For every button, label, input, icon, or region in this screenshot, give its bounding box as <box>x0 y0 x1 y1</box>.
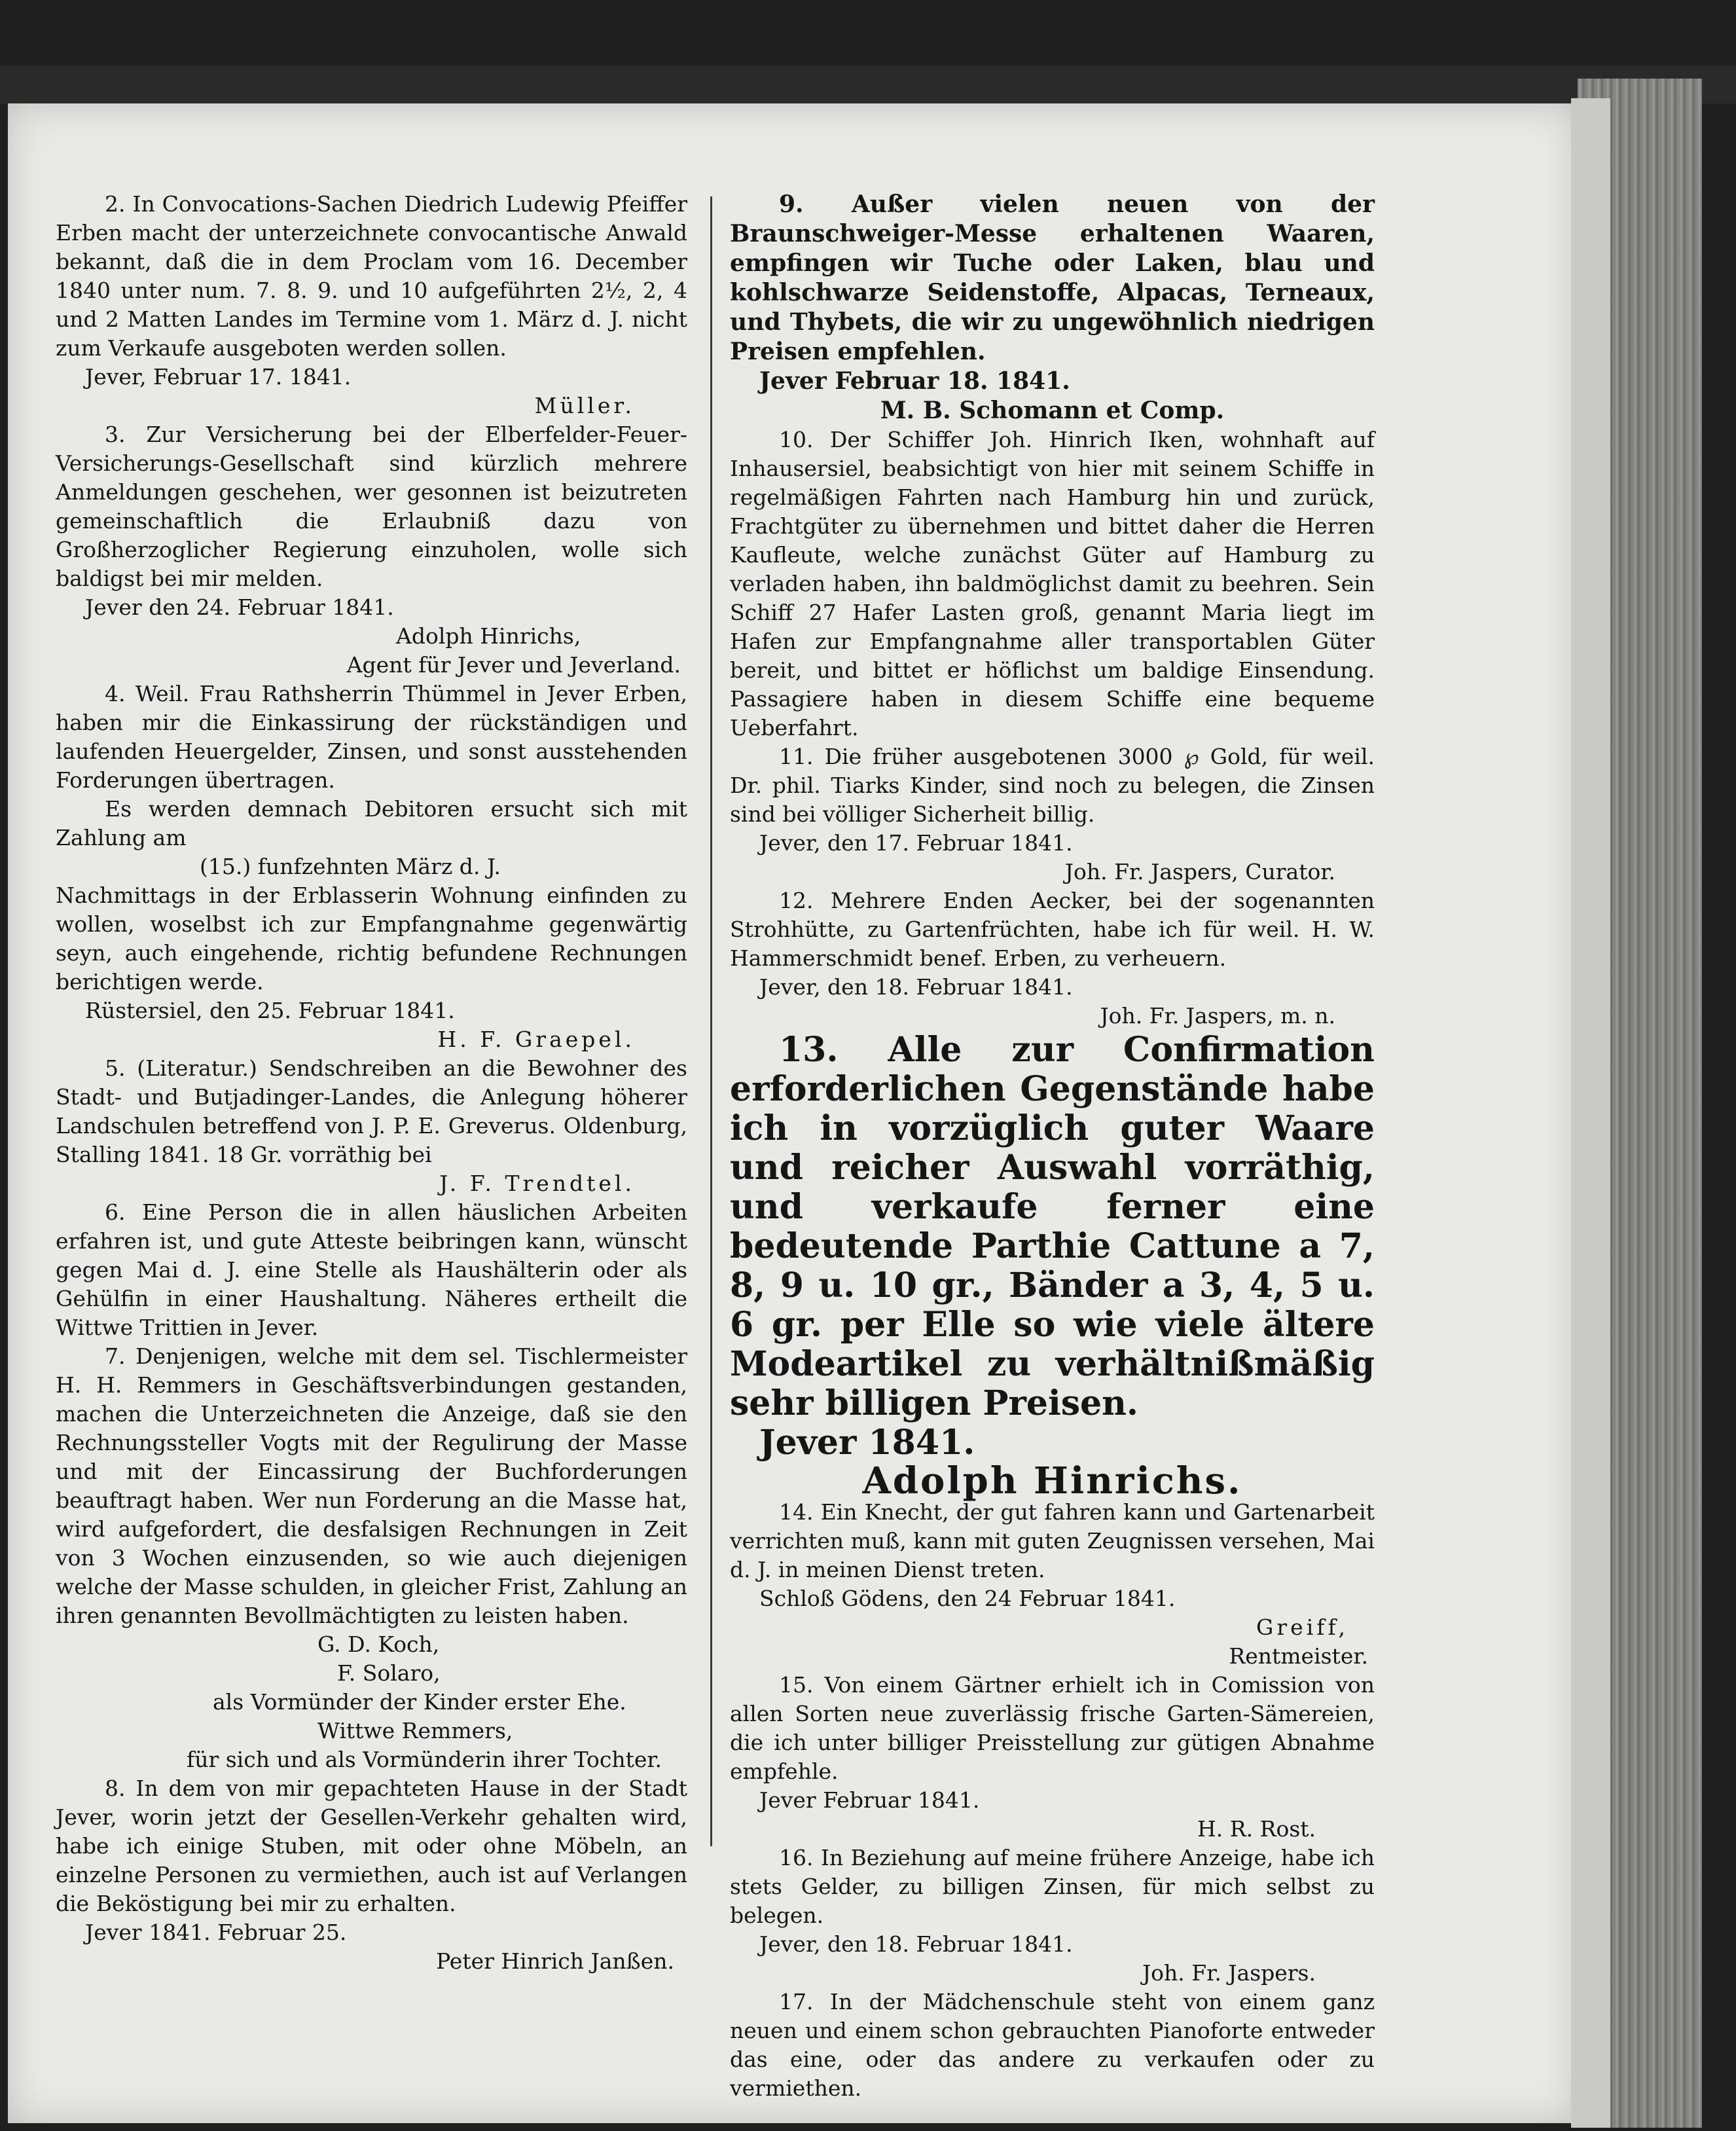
notice-due-date: (15.) funfzehnten März d. J. <box>200 854 501 879</box>
notice-8 <box>56 1774 687 1976</box>
notice-9 <box>730 190 1375 426</box>
notice-date: Jever 1841. Februar 25. <box>85 1920 347 1945</box>
notice-12 <box>730 886 1375 1030</box>
notice-text: 17. In der Mädchenschule steht von einem ganz neuen und einem schon gebrauchten Pianoforte entweder das eine, oder das andere zu verkaufen oder zu vermiethen. <box>730 1989 1375 2101</box>
notice-date: Jever Februar 1841. <box>759 1787 980 1813</box>
notice-text-3: Nachmittags in der Erblasserin Wohnung einfinden zu wollen, woselbst ich zur Empfangnahme gegenwärtig seyn, auch eingehende, richtig befundene Rechnungen berichtigen werde. <box>56 883 687 994</box>
notice-signature-role: für sich und als Vormünderin ihrer Tochter. <box>187 1747 662 1772</box>
notice-signature: H. F. Graepel. <box>437 1027 635 1052</box>
notice-15 <box>730 1671 1375 1844</box>
column-divider <box>710 196 712 1846</box>
notice-signature-title: Agent für Jever und Jeverland. <box>346 652 681 678</box>
notice-text: 7. Denjenigen, welche mit dem sel. Tischlermeister H. H. Remmers in Geschäftsverbindungen gestanden, machen die Unterzeichneten die Anzeige, daß sie den Rechnungssteller Vogts mit der Regulirung der Masse und mit der Eincassirung der Buchforderungen beauftragt haben. Wer nun Forderung an die Masse hat, wird aufgefordert, die desfalsigen Rechnungen in Zeit von 3 Wochen einzusenden, so wie auch diejenigen welche der Masse schulden, in gleicher Frist, Zahlung an ihren genannten Bevollmächtigten zu leisten haben. <box>56 1343 687 1628</box>
notice-text: 12. Mehrere Enden Aecker, bei der sogenannten Strohhütte, zu Gartenfrüchten, habe ich für weil. H. W. Hammerschmidt benef. Erben, zu verheuern. <box>730 888 1375 971</box>
notice-signature: Joh. Fr. Jaspers. <box>1142 1960 1316 1986</box>
notice-text: 9. Außer vielen neuen von der Braunschweiger-Messe erhaltenen Waaren, empfingen wir Tuche oder Laken, blau und kohlschwarze Seidenstoffe, Alpacas, Terneaux, und Thybets, die wir zu ungewöhnlich niedrigen Preisen empfehlen. <box>730 191 1375 365</box>
notice-signature: Müller. <box>534 393 635 418</box>
page-margin-edge <box>1571 98 1610 2128</box>
notice-5 <box>56 1054 687 1198</box>
notice-signature: M. B. Schomann et Comp. <box>880 397 1225 424</box>
notice-signature: Joh. Fr. Jaspers, Curator. <box>1064 859 1335 884</box>
notice-text: 8. In dem von mir gepachteten Hause in der Stadt Jever, worin jetzt der Gesellen-Verkehr gehalten wird, habe ich einige Stuben, mit oder ohne Möbeln, an einzelne Personen zu vermiethen, auch ist auf Verlangen die Beköstigung bei mir zu erhalten. <box>56 1776 687 1916</box>
notice-6 <box>56 1198 687 1342</box>
notice-4 <box>56 680 687 1054</box>
notice-text: 2. In Convocations-Sachen Diedrich Ludewig Pfeiffer Erben macht der unterzeichnete convocantische Anwald bekannt, daß die in dem Proclam vom 16. December 1840 unter num. 7. 8. 9. und 10 aufgeführten 2½, 2, 4 und 2 Matten Landes im Termine vom 1. März d. J. nicht zum Verkaufe ausgeboten werden sollen. <box>56 191 687 361</box>
notice-13 <box>730 1030 1375 1503</box>
right-column <box>730 190 1375 2103</box>
notice-signature: H. R. Rost. <box>1197 1816 1316 1842</box>
notice-signature-title: Rentmeister. <box>1229 1643 1368 1669</box>
notice-text: 14. Ein Knecht, der gut fahren kann und Gartenarbeit verrichten muß, kann mit guten Zeugnissen versehen, Mai d. J. in meinen Dienst treten. <box>730 1499 1375 1582</box>
notice-date: Jever, Februar 17. 1841. <box>85 364 352 390</box>
notice-10 <box>730 426 1375 742</box>
notice-date: Jever, den 17. Februar 1841. <box>759 830 1073 856</box>
notice-7 <box>56 1342 687 1774</box>
notice-signature: Greiff, <box>1256 1614 1348 1640</box>
notice-signature: Joh. Fr. Jaspers, m. n. <box>1100 1003 1335 1029</box>
notice-17 <box>730 1988 1375 2103</box>
notice-signature: Wittwe Remmers, <box>317 1718 513 1743</box>
notice-text: 15. Von einem Gärtner erhielt ich in Comission von allen Sorten neue zuverlässig frische Garten-Sämereien, die ich unter billiger Preisstellung zur gütigen Abnahme empfehle. <box>730 1672 1375 1784</box>
notice-date: Jever Februar 18. 1841. <box>759 367 1070 395</box>
scan-background-top <box>0 65 1736 103</box>
notice-text: 16. In Beziehung auf meine frühere Anzeige, habe ich stets Gelder, zu billigen Zinsen, für mich selbst zu belegen. <box>730 1845 1375 1928</box>
notice-11 <box>730 742 1375 886</box>
left-column <box>56 190 687 1976</box>
notice-signature: Peter Hinrich Janßen. <box>436 1948 674 1974</box>
notice-signature: Adolph Hinrichs, <box>396 623 581 649</box>
notice-date: Rüstersiel, den 25. Februar 1841. <box>85 998 455 1023</box>
notice-signature: F. Solaro, <box>337 1660 441 1686</box>
notice-text: 3. Zur Versicherung bei der Elberfelder-Feuer-Versicherungs-Gesellschaft sind kürzlich mehrere Anmeldungen geschehen, wer gesonnen ist beizutreten gemeinschaftlich die Erlaubniß dazu von Großherzoglicher Regierung einzuholen, wolle sich baldigst bei mir melden. <box>56 422 687 591</box>
notice-text-2: Es werden demnach Debitoren ersucht sich mit Zahlung am <box>56 796 687 850</box>
notice-14 <box>730 1498 1375 1671</box>
notice-date: Jever den 24. Februar 1841. <box>85 594 394 620</box>
notice-date: Jever 1841. <box>759 1423 975 1463</box>
notice-signature: J. F. Trendtel. <box>439 1171 635 1196</box>
notice-signature-role: als Vormünder der Kinder erster Ehe. <box>213 1689 626 1715</box>
notice-2 <box>56 190 687 420</box>
notice-3 <box>56 420 687 680</box>
notice-text: 5. (Literatur.) Sendschreiben an die Bewohner des Stadt- und Butjadinger-Landes, die Anlegung höherer Landschulen betreffend von J. P. E. Greverus. Oldenburg, Stalling 1841. 18 Gr. vorräthig bei <box>56 1055 687 1167</box>
notice-16 <box>730 1844 1375 1988</box>
notice-text: 11. Die früher ausgebotenen 3000 ℘ Gold, für weil. Dr. phil. Tiarks Kinder, sind noch zu belegen, die Zinsen sind bei völliger Sicherheit billig. <box>730 744 1375 827</box>
notice-text: 13. Alle zur Confirmation erforderlichen Gegenstände habe ich in vorzüglich guter Waare und reicher Auswahl vorräthig, und verkaufe ferner eine bedeutende Parthie Cattune a 7, 8, 9 u. 10 gr., Bänder a 3, 4, 5 u. 6 gr. per Elle so wie viele ältere Modeartikel zu verhältnißmäßig sehr billigen Preisen. <box>730 1030 1375 1423</box>
notice-text: 10. Der Schiffer Joh. Hinrich Iken, wohnhaft auf Inhausersiel, beabsichtigt von hier mit seinem Schiffe in regelmäßigen Fahrten nach Hamburg hin und zurück, Frachtgüter zu übernehmen und bittet daher die Herren Kaufleute, welche zunächst Güter auf Hamburg zu verladen haben, ihn baldmöglichst damit zu beehren. Sein Schiff 27 Hafer Lasten groß, genannt Maria liegt im Hafen zur Empfangnahme aller transportablen Güter bereit, und bittet er höflichst um baldige Einsendung. Passagiere haben in diesem Schiffe eine bequeme Ueberfahrt. <box>730 427 1375 740</box>
notice-date: Jever, den 18. Februar 1841. <box>759 1931 1073 1957</box>
notice-date: Jever, den 18. Februar 1841. <box>759 974 1073 1000</box>
notice-signature: Adolph Hinrichs. <box>862 1459 1242 1503</box>
notice-date: Schloß Gödens, den 24 Februar 1841. <box>759 1586 1176 1611</box>
notice-signature: G. D. Koch, <box>317 1631 440 1657</box>
notice-text: 6. Eine Person die in allen häuslichen Arbeiten erfahren ist, und gute Atteste beibringen kann, wünscht gegen Mai d. J. eine Stelle als Haushälterin oder als Gehülfin in einer Haushaltung. Näheres ertheilt die Wittwe Trittien in Jever. <box>56 1199 687 1340</box>
notice-text: 4. Weil. Frau Rathsherrin Thümmel in Jever Erben, haben mir die Einkassirung der rückständigen und laufenden Heuergelder, Zinsen, und sonst ausstehenden Forderungen übertragen. <box>56 681 687 793</box>
